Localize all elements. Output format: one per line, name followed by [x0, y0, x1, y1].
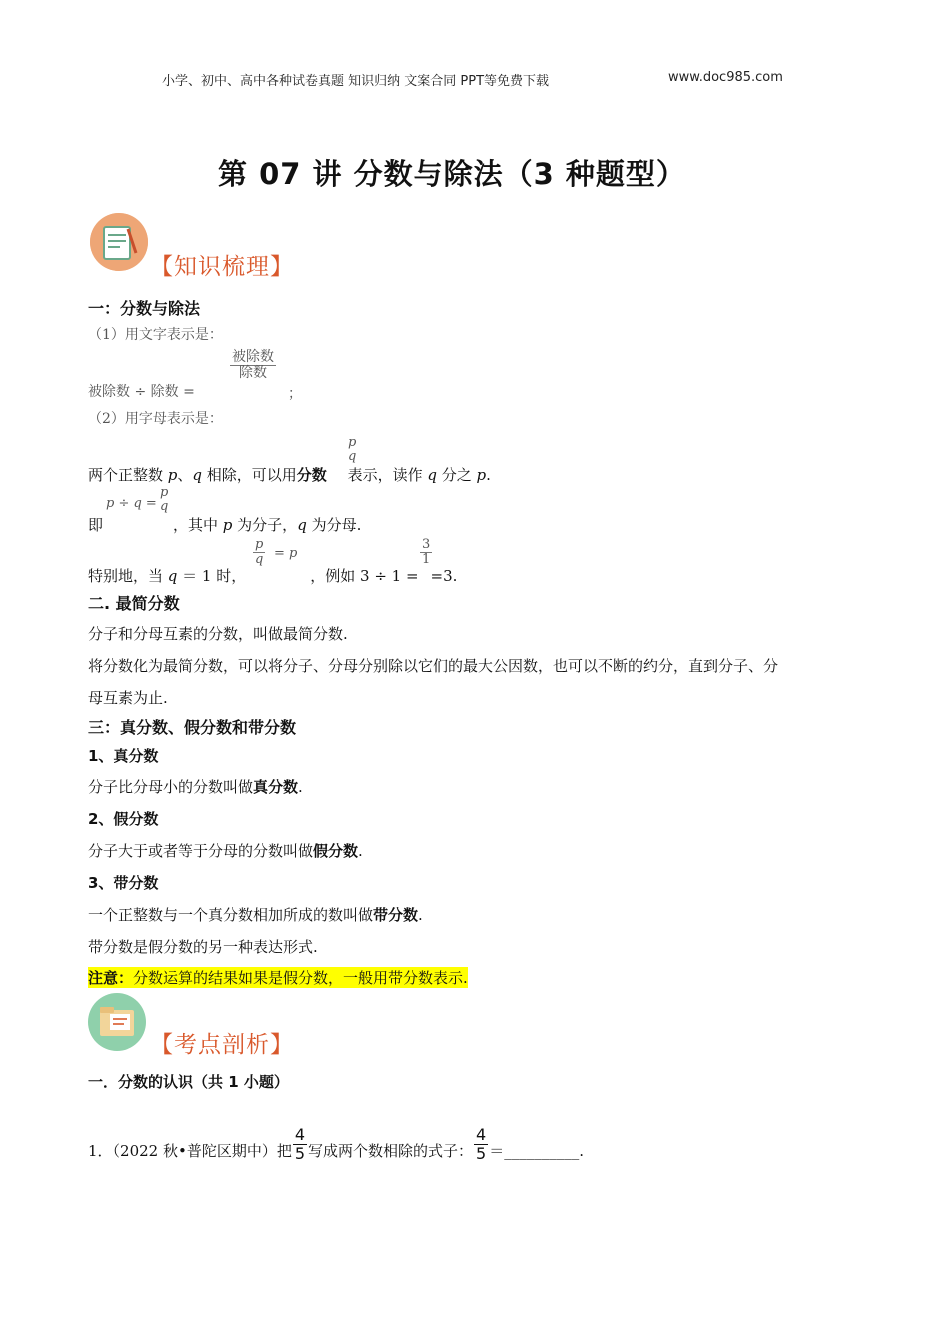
- note-highlight: 注意：分数运算的结果如果是假分数，一般用带分数表示.: [88, 969, 468, 987]
- line-b: 即 ，其中 p 为分子，q 为分母.: [88, 516, 362, 534]
- heading-simplest-fraction: 二. 最简分数: [88, 594, 180, 613]
- page-title: 第 07 讲 分数与除法（3 种题型）: [218, 157, 686, 191]
- q1-fraction-a: $\frac{4}{5}$: [294, 1125, 306, 1163]
- notebook-icon: [90, 213, 148, 271]
- heading-proper: 1、真分数: [88, 747, 159, 765]
- line-c-eqp: = p: [274, 546, 298, 561]
- line-c: 特别地，当 q ＝ 1 时， ，例如 3 ÷ 1 = =3.: [88, 567, 458, 585]
- question-1: 1．（2022 秋•普陀区期中）把 $\frac{4}{5}$ 写成两个数相除的式子： $\frac{4}{5}$ ＝__________.: [88, 1125, 585, 1163]
- word-eq-end: ；: [288, 386, 302, 402]
- p-symbol: p: [348, 435, 357, 450]
- item-word-form: （1）用文字表示是：: [88, 327, 223, 343]
- folder-icon: [88, 993, 146, 1051]
- pq-fraction-a: [346, 436, 358, 465]
- line-b-eq: p ÷ q =: [106, 496, 157, 511]
- improper-def: 分子大于或者等于分母的分数叫做假分数.: [88, 842, 363, 860]
- three-over-one-fraction: $\frac{3}{1}$: [422, 537, 431, 568]
- q-symbol: q: [348, 449, 357, 465]
- word-eq-lhs: 被除数 ÷ 除数 =: [88, 384, 195, 400]
- heading-improper: 2、假分数: [88, 810, 159, 828]
- simplest-p3: 母互素为止.: [88, 689, 168, 707]
- header-url[interactable]: www.doc985.com: [668, 70, 783, 85]
- item-letter-form: （2）用字母表示是：: [88, 411, 223, 427]
- mixed-note: 带分数是假分数的另一种表达形式.: [88, 938, 318, 956]
- word-eq-num: 被除数: [232, 349, 274, 365]
- section-label-analysis: 【考点剖析】: [150, 1032, 294, 1058]
- heading-fraction-recognition: 一．分数的认识（共 1 小题）: [88, 1073, 289, 1091]
- heading-mixed: 3、带分数: [88, 874, 159, 892]
- header-text: 小学、初中、高中各种试卷真题 知识归纳 文案合同 PPT等免费下载: [162, 74, 550, 89]
- section-label-knowledge: 【知识梳理】: [150, 254, 294, 280]
- answer-blank[interactable]: __________: [504, 1142, 580, 1161]
- pq-fraction-b: p q: [160, 485, 169, 515]
- q1-fraction-b: $\frac{4}{5}$: [476, 1125, 487, 1163]
- heading-fraction-types: 三：真分数、假分数和带分数: [88, 718, 297, 737]
- simplest-p1: 分子和分母互素的分数，叫做最简分数.: [88, 625, 348, 643]
- pq-fraction-c: $\frac{p}{q}$: [255, 537, 264, 568]
- proper-def: 分子比分母小的分数叫做真分数.: [88, 778, 303, 796]
- simplest-p2: 将分数化为最简分数，可以将分子、分母分别除以它们的最大公因数，也可以不断的约分，直到分子、分: [88, 657, 779, 675]
- word-eq-den: 除数: [230, 365, 276, 381]
- mixed-def: 一个正整数与一个真分数相加所成的数叫做带分数.: [88, 906, 423, 924]
- line-a: 两个正整数 p、q 相除，可以用分数 表示，读作 q 分之 p.: [88, 466, 491, 484]
- word-eq-fraction: [230, 350, 276, 382]
- heading-fraction-division: 一：分数与除法: [88, 299, 201, 318]
